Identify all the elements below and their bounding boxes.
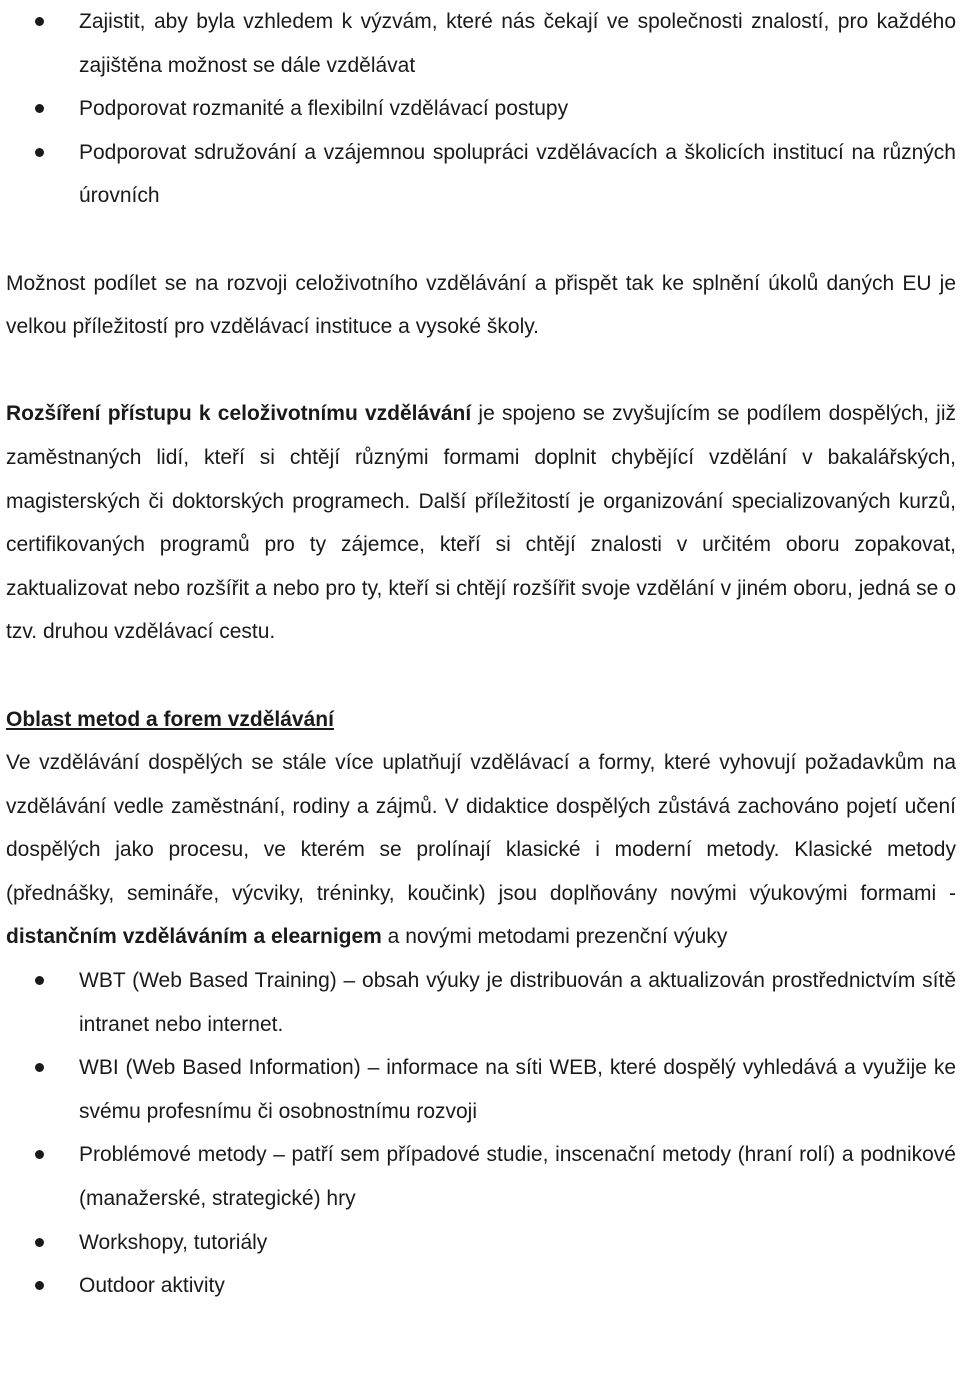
- spacer: [6, 349, 956, 393]
- list-item: [6, 1133, 956, 1220]
- spacer: [6, 654, 956, 698]
- list-item: [6, 0, 956, 87]
- methods-paragraph-text: Ve vzdělávání dospělých se stále více uplatňují vzdělávací a formy, které vyhovují požadavkům na vzdělávání vedle zaměstnání, rodiny a zájmů. V didaktice dospělých zůstává zachováno pojetí učení dospělých jako procesu, ve kterém se prolínají klasické i moderní metody. Klasické metody (přednášky, semináře, výcviky, tréninky, koučink) jsou doplňovány novými výukovými formami -: [6, 751, 956, 905]
- list-item-text: Zajistit, aby byla vzhledem k výzvám, které nás čekají ve společnosti znalostí, pro každého zajištěna možnost se dále vzdělávat: [79, 10, 956, 77]
- list-item: [6, 131, 956, 218]
- access-paragraph-text: je spojeno se zvyšujícím se podílem dospělých, již zaměstnaných lidí, kteří si chtějí různými formami doplnit chybějící vzdělání v bakalářských, magisterských či doktorských programech. Další příležitostí je organizování specializovaných kurzů, certifikovaných programů pro ty zájemce, kteří si chtějí znalosti v určitém oboru zopakovat, zaktualizovat nebo rozšířit a nebo pro ty, kteří si chtějí rozšířit svoje vzdělání v jiném oboru, jedná se o tzv. druhou vzdělávací cestu.: [6, 402, 956, 644]
- list-item: [6, 1264, 956, 1308]
- access-paragraph-bold: Rozšíření přístupu k celoživotnímu vzdělávání: [6, 402, 472, 426]
- list-item-text: Outdoor aktivity: [79, 1274, 225, 1298]
- list-item-text: Podporovat sdružování a vzájemnou spolupráci vzdělávacích a školicích institucí na různých úrovních: [79, 140, 956, 208]
- list-item-text: WBI (Web Based Information) – informace na síti WEB, které dospělý vyhledává a využije ke svému profesnímu či osobnostnímu rozvoji: [79, 1056, 956, 1123]
- bullet-icon: [35, 1281, 44, 1290]
- list-item: [6, 1221, 956, 1265]
- bullet-icon: [35, 1150, 44, 1159]
- list-item-text: WBT (Web Based Training) – obsah výuky je distribuován a aktualizován prostřednictvím sítě intranet nebo internet.: [79, 969, 956, 1036]
- list-item-text: Problémové metody – patří sem případové studie, inscenační metody (hraní rolí) a podnikové (manažerské, strategické) hry: [79, 1143, 956, 1211]
- document-page: [6, 0, 956, 1308]
- list-item-text: Workshopy, tutoriály: [79, 1230, 268, 1254]
- bullet-icon: [35, 104, 44, 113]
- opportunity-paragraph: Možnost podílet se na rozvoji celoživotního vzdělávání a přispět tak ke splnění úkolů daných EU je velkou příležitostí pro vzdělávací instituce a vysoké školy.: [6, 271, 956, 339]
- list-item: [6, 87, 956, 131]
- spacer: [6, 218, 956, 262]
- list-item: [6, 959, 956, 1046]
- methods-paragraph: [6, 741, 956, 959]
- bullet-icon: [35, 1063, 44, 1072]
- methods-bold-distance: distančním vzděláváním: [6, 925, 248, 949]
- access-paragraph: [6, 392, 956, 654]
- methods-bold-elearning: a elearnigem: [253, 925, 382, 949]
- bullet-icon: [35, 17, 44, 26]
- bullet-icon: [35, 148, 44, 157]
- goals-list: [6, 0, 956, 218]
- methods-paragraph-tail: a novými metodami prezenční výuky: [381, 925, 728, 949]
- bullet-icon: [35, 1238, 44, 1247]
- list-item: [6, 1046, 956, 1133]
- list-item-text: Podporovat rozmanité a flexibilní vzdělávací postupy: [79, 97, 569, 121]
- bullet-icon: [35, 976, 44, 985]
- section-heading: Oblast metod a forem vzdělávání: [6, 707, 334, 731]
- methods-list: [6, 959, 956, 1308]
